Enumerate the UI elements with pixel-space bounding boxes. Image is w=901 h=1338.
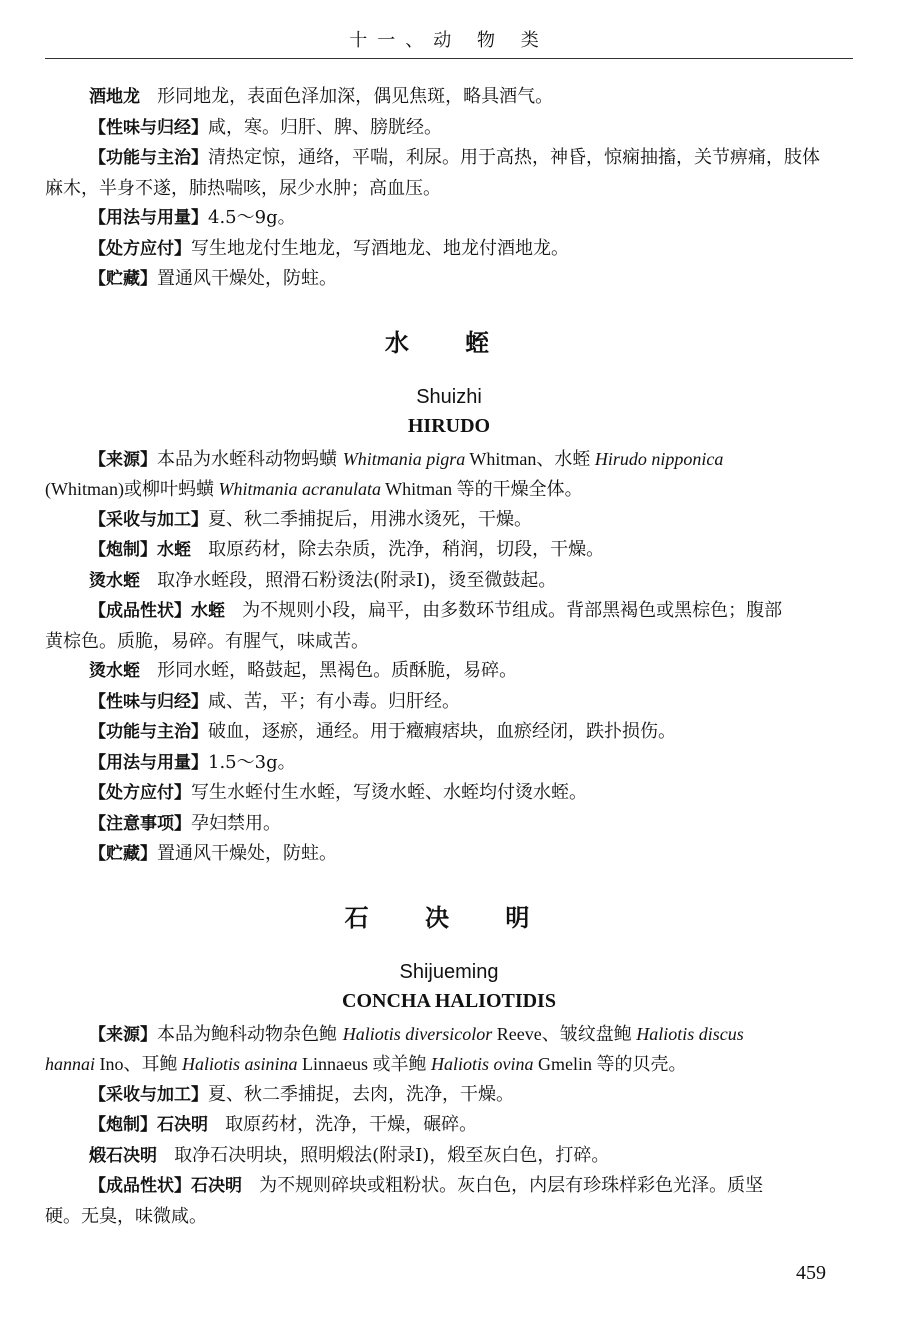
yongfa-label: 【用法与用量】 [89,752,208,773]
page-number: 459 [796,1262,826,1284]
dilong-yongfa-line [45,203,853,234]
dilong-jiu-line [45,82,853,113]
laiyuan-text: 本品为鲍科动物杂色鲍 [157,1023,343,1045]
shijueming-caishou-line [45,1080,853,1111]
paozhi-label: 【炮制】石决明 [89,1115,208,1135]
species-name: Haliotis ovina [431,1054,534,1074]
laiyuan-text: (Whitman)或柳叶蚂蟥 [45,479,219,499]
dilong-gongneng-line [45,143,853,174]
shijueming-duan-line [45,1141,853,1172]
species-name: hannai [45,1054,96,1074]
duan-term: 煅石决明 [89,1145,157,1166]
shuizhi-zhuyi-line [45,809,853,840]
dilong-gongneng-cont: 麻木，半身不遂，肺热喘咳，尿少水肿；高血压。 [45,177,441,199]
gongneng-text: 破血，逐瘀，通经。用于癥瘕痞块，血瘀经闭，跌扑损伤。 [208,721,676,742]
species-name: Haliotis diversicolor [342,1023,493,1044]
caishou-text: 夏、秋二季捕捉，去肉，洗净，干燥。 [208,1083,514,1105]
laiyuan-text: Linnaeus 或羊鲍 [297,1054,432,1074]
shuizhi-paozhi-line [45,535,853,566]
shuizhi-title: 水 蛭 [384,328,514,357]
shuizhi-yongfa-line [45,748,853,779]
xingwei-label: 【性味与归经】 [89,117,208,138]
zhucang-label: 【贮藏】 [89,269,157,289]
tang-term: 烫水蛭 [89,570,140,591]
chufang-label: 【处方应付】 [89,783,191,803]
yongfa-text: 4.5～9g。 [208,207,296,228]
species-name: Hirudo nipponica [594,448,724,469]
chengpin-text: 为不规则小段，扁平，由多数环节组成。背部黑褐色或黑棕色；腹部 [242,600,783,621]
shuizhi-xingwei-line [45,687,853,718]
paozhi-text: 取原药材，洗净，干燥，碾碎。 [225,1114,478,1135]
jiu-dilong-desc: 形同地龙，表面色泽加深，偶见焦斑，略具酒气。 [157,86,554,107]
species-name: Whitmania acranulata [218,479,381,499]
laiyuan-text: 本品为水蛭科动物蚂蟥 [157,448,343,470]
yongfa-label: 【用法与用量】 [89,208,208,228]
caishou-label: 【采收与加工】 [89,509,208,530]
caishou-label: 【采收与加工】 [89,1084,208,1105]
shuizhi-chengpin-line [45,596,853,627]
shijueming-laiyuan-cont [45,1050,853,1080]
tang-desc: 取净水蛭段，照滑石粉烫法(附录Ⅰ)，烫至微鼓起。 [157,569,557,591]
yongfa-text: 1.5～3g。 [208,751,296,773]
shijueming-title: 石 决 明 [344,903,554,932]
chengpin-label: 【成品性状】石决明 [89,1176,242,1196]
caishou-text: 夏、秋二季捕捉后，用沸水烫死，干燥。 [208,508,532,530]
shijueming-pinyin: Shijueming [399,960,499,983]
laiyuan-text: Ino、耳鲍 [95,1054,183,1074]
shuizhi-chufang-line [45,778,853,809]
xingwei-label: 【性味与归经】 [89,691,208,712]
species-name: Haliotis discus [636,1023,744,1044]
zhuyi-label: 【注意事项】 [89,813,191,834]
paozhi-text: 取原药材，除去杂质，洗净，稍润，切段，干燥。 [208,539,605,560]
gongneng-label: 【功能与主治】 [89,148,208,168]
tang-term: 烫水蛭 [89,661,140,681]
zhucang-label: 【贮藏】 [89,844,157,864]
duan-desc: 取净石决明块，照明煅法(附录Ⅰ)，煅至灰白色，打碎。 [174,1144,610,1166]
shijueming-chengpin-cont: 硬。无臭，味微咸。 [45,1205,207,1227]
chufang-label: 【处方应付】 [89,238,191,259]
laiyuan-text: Reeve、皱纹盘鲍 [492,1023,637,1044]
shijueming-chengpin-line [45,1171,853,1202]
shuizhi-zhucang-line [45,839,853,870]
shuizhi-tang-line [45,566,853,597]
laiyuan-label: 【来源】 [89,1024,157,1045]
laiyuan-label: 【来源】 [89,449,157,470]
shijueming-paozhi-line [45,1110,853,1141]
dilong-zhucang-line [45,264,853,295]
shuizhi-laiyuan-line [45,445,853,476]
shuizhi-pinyin: Shuizhi [416,385,482,408]
header-rule [45,58,853,59]
gongneng-text: 清热定惊，通络，平喘，利尿。用于高热，神昏，惊痫抽搐，关节痹痛，肢体 [208,147,820,168]
species-name: Whitmania pigra [342,448,466,469]
laiyuan-text: Whitman、水蛭 [465,448,595,469]
chufang-text: 写生地龙付生地龙，写酒地龙、地龙付酒地龙。 [191,237,569,259]
shuizhi-chengpin-cont: 黄棕色。质脆，易碎。有腥气，味咸苦。 [45,630,369,652]
gongneng-label: 【功能与主治】 [89,722,208,742]
chengpin-label: 【成品性状】水蛭 [89,601,225,621]
shuizhi-tang2-line [45,656,853,687]
dilong-xingwei-line [45,113,853,144]
shuizhi-caishou-line [45,505,853,536]
zhuyi-text: 孕妇禁用。 [191,812,281,834]
paozhi-label: 【炮制】水蛭 [89,540,191,560]
zhucang-text: 置通风干燥处，防蛀。 [157,268,337,289]
shuizhi-laiyuan-cont [45,475,853,505]
xingwei-text: 咸，寒。归肝、脾、膀胱经。 [208,116,442,138]
laiyuan-text: Whitman 等的干燥全体。 [380,479,583,499]
shuizhi-latin: HIRUDO [407,414,491,437]
running-header: 十一、动 物 类 [349,30,549,51]
species-name: Haliotis asinina [182,1054,298,1074]
chengpin-text: 为不规则碎块或粗粉状。灰白色，内层有珍珠样彩色光泽。质坚 [259,1175,764,1196]
xingwei-text: 咸、苦，平；有小毒。归肝经。 [208,690,460,712]
laiyuan-text: Gmelin 等的贝壳。 [533,1054,687,1074]
zhucang-text: 置通风干燥处，防蛀。 [157,843,337,864]
shuizhi-gongneng-line [45,717,853,748]
chufang-text: 写生水蛭付生水蛭，写烫水蛭、水蛭均付烫水蛭。 [191,782,587,803]
jiu-dilong-term: 酒地龙 [89,87,140,107]
shijueming-laiyuan-line [45,1020,853,1051]
page-body [45,82,853,1231]
dilong-chufang-line [45,234,853,265]
shijueming-latin: CONCHA HALIOTIDIS [342,989,556,1012]
tang-desc: 形同水蛭，略鼓起，黑褐色。质酥脆，易碎。 [157,660,518,681]
